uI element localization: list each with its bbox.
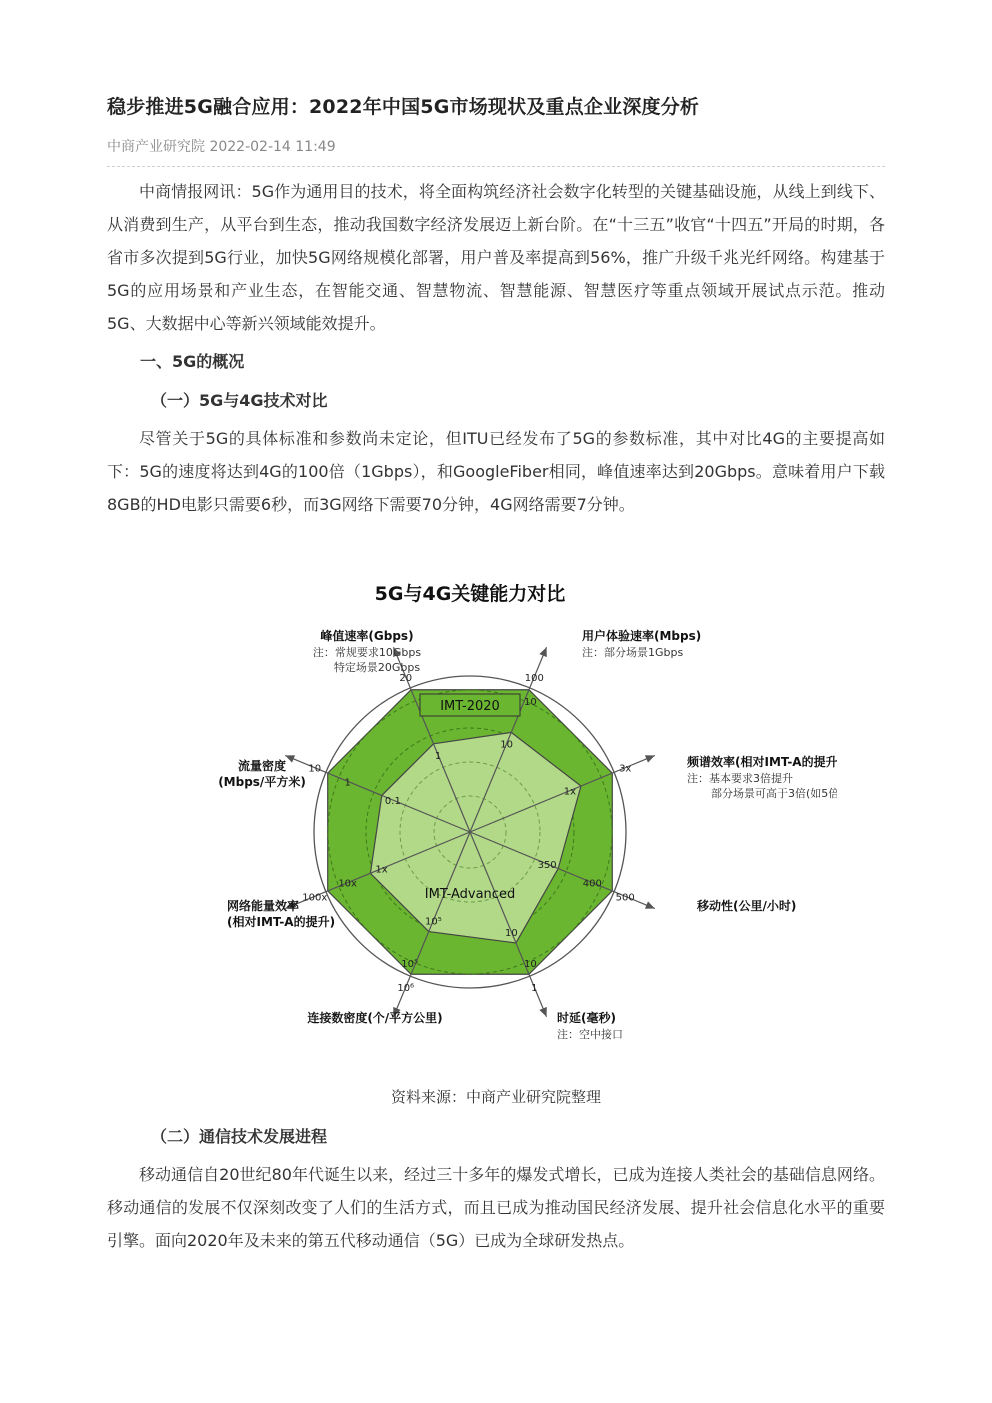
tick-inner-4: 10 bbox=[523, 959, 537, 971]
axis-name-7: 流量密度 bbox=[237, 759, 287, 773]
tick-imtadvanced-7: 0.1 bbox=[384, 796, 401, 808]
figure-caption: 资料来源：中商产业研究院整理 bbox=[390, 1088, 601, 1106]
axis-note1-1: 注：部分场景1Gbps bbox=[582, 646, 684, 659]
tick-max-3: 500 bbox=[615, 892, 635, 904]
tick-max-7: 10 bbox=[308, 763, 322, 775]
heading-overview: 一、5G的概况 bbox=[140, 352, 245, 371]
tick-mid-7: 1 bbox=[344, 777, 351, 789]
tick-max-6: 100x bbox=[302, 892, 328, 904]
axis-note1-4: 注：空中接口 bbox=[557, 1028, 623, 1041]
chart-title: 5G与4G关键能力对比 bbox=[374, 583, 566, 605]
tick-imtadvanced-6: 1x bbox=[375, 864, 388, 876]
tick-imtadvanced-3: 350 bbox=[537, 859, 557, 871]
tick-imtadvanced-5: 10⁵ bbox=[424, 916, 442, 928]
tick-imtadvanced-0: 1 bbox=[434, 750, 442, 762]
radar-chart-svg bbox=[157, 570, 837, 1060]
axis-name-4: 时延(毫秒) bbox=[557, 1011, 616, 1025]
paragraph-intro: 中商情报网讯：5G作为通用目的技术，将全面构筑经济社会数字化转型的关键基础设施，从线上到线下、从消费到生产，从平台到生态，推动我国数字经济发展迈上新台阶。在“十三五”收官“十四五”开局的时期，各省市多次提到5G行业，加快5G网络规模化部署，用户普及率提高到56%，推广升级千兆光纤网络。构建基于5G的应用场景和产业生态，在智能交通、智慧物流、智慧能源、智慧医疗等重点领域开展试点示范。推动5G、大数据中心等新兴领域能效提升。 bbox=[107, 182, 885, 333]
tick-mid-6: 10x bbox=[338, 878, 357, 890]
tick-imtadvanced-2: 1x bbox=[563, 786, 577, 798]
axis-name-6: 网络能量效率 bbox=[227, 899, 300, 913]
axis-note2-2: 部分场景可高于3倍(如5倍) bbox=[711, 787, 837, 800]
axis-note1-0: 注：常规要求10Gbps bbox=[312, 646, 422, 659]
tick-imtadvanced-4: 10 bbox=[505, 927, 518, 939]
article-meta: 中商产业研究院 2022-02-14 11:49 bbox=[107, 139, 336, 155]
axis-name2-7: (Mbps/平方米) bbox=[218, 775, 306, 789]
tick-max-2: 3x bbox=[619, 763, 632, 775]
series-label-imtadvanced: IMT-Advanced bbox=[424, 887, 516, 902]
tick-max-4: 1 bbox=[531, 983, 538, 995]
article-title: 稳步推进5G融合应用：2022年中国5G市场现状及重点企业深度分析 bbox=[107, 96, 700, 118]
tick-max-1: 100 bbox=[524, 672, 544, 684]
axis-name-5: 连接数密度(个/平方公里) bbox=[307, 1011, 443, 1025]
series-label-imt2020: IMT-2020 bbox=[440, 699, 500, 714]
heading-comparison: （一）5G与4G技术对比 bbox=[151, 391, 328, 410]
tick-max-0: 20 bbox=[399, 672, 413, 684]
heading-evolution: （二）通信技术发展进程 bbox=[151, 1127, 328, 1146]
tick-inner-5: 10⁵ bbox=[401, 959, 419, 971]
tick-max-5: 10⁶ bbox=[397, 983, 415, 995]
axis-name-1: 用户体验速率(Mbps) bbox=[582, 629, 702, 643]
axis-note1-2: 注：基本要求3倍提升 bbox=[687, 772, 793, 785]
axis-name-0: 峰值速率(Gbps) bbox=[320, 629, 414, 643]
axis-name2-6: (相对IMT-A的提升) bbox=[227, 915, 336, 929]
tick-mid-3: 400 bbox=[582, 878, 602, 890]
tick-inner-1: 10 bbox=[523, 696, 537, 708]
paragraph-comparison: 尽管关于5G的具体标准和参数尚未定论，但ITU已经发布了5G的参数标准，其中对比4G的主要提高如下：5G的速度将达到4G的100倍（1Gbps），和GoogleFiber相同，峰值速率达到20Gbps。意味着用户下载8GB的HD电影只需要6秒，而3G网络下需要70分钟，4G网络需要7分钟。 bbox=[107, 429, 885, 514]
axis-note2-0: 特定场景20Gbps bbox=[333, 661, 421, 674]
tick-imtadvanced-1: 10 bbox=[500, 739, 514, 751]
divider bbox=[107, 166, 885, 167]
paragraph-evolution: 移动通信自20世纪80年代诞生以来，经过三十多年的爆发式增长，已成为连接人类社会的基础信息网络。移动通信的发展不仅深刻改变了人们的生活方式，而且已成为推动国民经济发展、提升社会信息化水平的重要引擎。面向2020年及未来的第五代移动通信（5G）已成为全球研发热点。 bbox=[107, 1165, 885, 1250]
radar-chart bbox=[157, 570, 837, 1060]
axis-name-3: 移动性(公里/小时) bbox=[697, 899, 797, 913]
axis-name-2: 频谱效率(相对IMT-A的提升) bbox=[687, 755, 837, 769]
